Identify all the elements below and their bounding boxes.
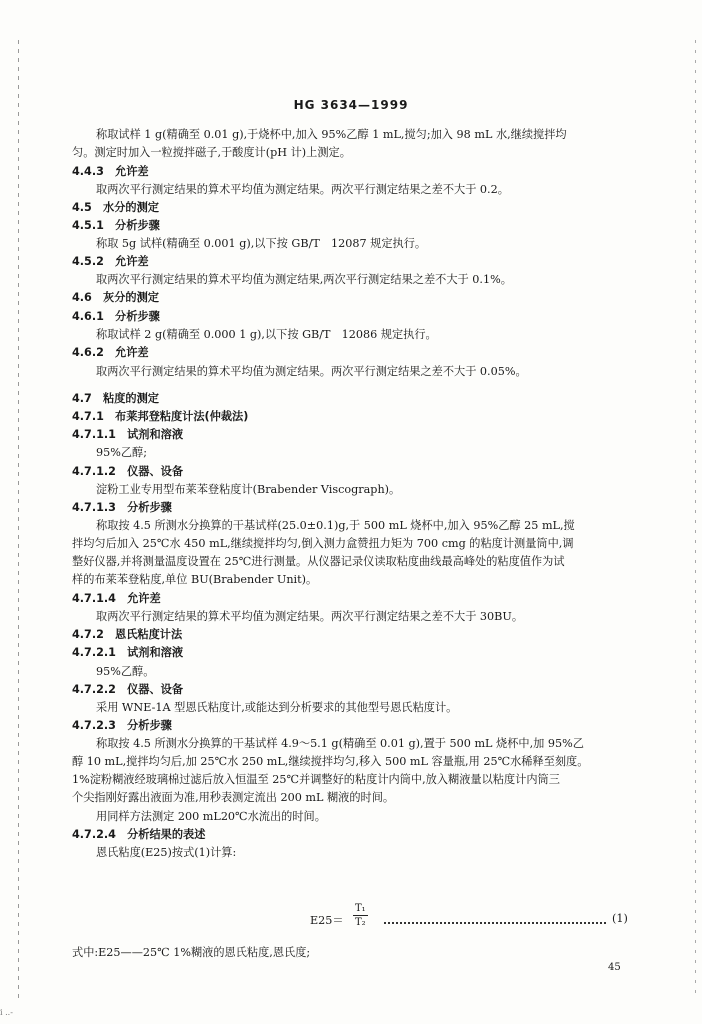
section-heading: 4.7.2.2 仪器、设备 (72, 683, 184, 696)
right-margin-dashed-line (695, 40, 696, 1000)
section-heading: 4.7.2 恩氏粘度计法 (72, 628, 183, 641)
section-heading: 4.7.2.1 试剂和溶液 (72, 646, 184, 659)
paragraph-line: 拌均匀后加入 25℃水 450 mL,继续搅拌均匀,倒入测力盒赞扭力矩为 700 cmg 的粘度计测量筒中,调 (72, 537, 574, 550)
formula-1 (72, 902, 632, 938)
section-heading: 4.5 水分的测定 (72, 201, 159, 214)
section-heading: 4.6 灰分的测定 (72, 291, 159, 304)
section-heading: 4.7.2.4 分析结果的表述 (72, 828, 206, 841)
paragraph-line: 恩氏粘度(E25)按式(1)计算: (96, 846, 237, 859)
section-heading: 4.5.1 分析步骤 (72, 219, 160, 232)
paragraph-line: 称取按 4.5 所测水分换算的干基试样 4.9～5.1 g(精确至 0.01 g),置于 500 mL 烧杯中,加 95%乙 (96, 737, 584, 750)
section-heading: 4.6.1 分析步骤 (72, 310, 160, 323)
paragraph-line: 取两次平行测定结果的算术平均值为测定结果。两次平行测定结果之差不大于 0.05%。 (96, 365, 527, 378)
section-heading: 4.7.1.2 仪器、设备 (72, 465, 184, 478)
formula-numerator: T₁ (355, 903, 366, 914)
page-header: HG 3634—1999 (293, 98, 409, 112)
paragraph-line: 95%乙醇。 (96, 665, 155, 678)
paragraph-line: 取两次平行测定结果的算术平均值为测定结果。两次平行测定结果之差不大于 30BU。 (96, 610, 524, 623)
formula-denominator: T₂ (355, 917, 366, 928)
page-number: 45 (608, 962, 621, 973)
formula-fraction (353, 902, 368, 929)
paragraph-line: 95%乙醇; (96, 446, 148, 459)
paragraph-line: 用同样方法测定 200 mL20℃水流出的时间。 (96, 810, 326, 823)
formula-lhs: E25＝ (310, 914, 344, 927)
paragraph-line: 整好仪器,并将测量温度设置在 25℃进行测量。从仪器记录仪读取粘度曲线最高峰处的粘度值作为试 (72, 555, 565, 568)
paragraph-line: 个尖指刚好露出液面为准,用秒表测定流出 200 mL 糊液的时间。 (72, 791, 395, 804)
formula-explanation: 式中:E25——25℃ 1%糊液的恩氏粘度,恩氏度; (72, 946, 311, 959)
formula-number: (1) (612, 912, 628, 925)
paragraph-line: 称取试样 2 g(精确至 0.000 1 g),以下按 GB/T 12086 规定执行。 (96, 328, 437, 341)
section-heading: 4.7.1.4 允许差 (72, 592, 161, 605)
paragraph-line: 称取按 4.5 所测水分换算的干基试样(25.0±0.1)g,于 500 mL 烧杯中,加入 95%乙醇 25 mL,搅 (96, 519, 575, 532)
paragraph-line: 取两次平行测定结果的算术平均值为测定结果。两次平行测定结果之差不大于 0.2。 (96, 183, 509, 196)
paragraph-line: 采用 WNE-1A 型恩氏粘度计,或能达到分析要求的其他型号恩氏粘度计。 (96, 701, 458, 714)
section-heading: 4.5.2 允许差 (72, 255, 149, 268)
section-heading: 4.4.3 允许差 (72, 165, 149, 178)
paragraph-line: 称取试样 1 g(精确至 0.01 g),于烧杯中,加入 95%乙醇 1 mL,搅匀;加入 98 mL 水,继续搅拌均 (96, 128, 567, 141)
paragraph-line: 称取 5g 试样(精确至 0.001 g),以下按 GB/T 12087 规定执行。 (96, 237, 427, 250)
section-heading: 4.7.1.3 分析步骤 (72, 501, 172, 514)
section-heading: 4.7.1 布莱邦登粘度计法(仲裁法) (72, 410, 249, 423)
formula-leader-dots (384, 914, 606, 924)
paragraph-line: 取两次平行测定结果的算术平均值为测定结果,两次平行测定结果之差不大于 0.1%。 (96, 273, 512, 286)
paragraph-line: 匀。测定时加入一粒搅拌磁子,于酸度计(pH 计)上测定。 (72, 146, 351, 159)
left-margin-dashed-line (18, 40, 19, 1000)
bottom-scan-fragment: i ..- (0, 1008, 13, 1017)
paragraph-line: 醇 10 mL,搅拌均匀后,加 25℃水 250 mL,继续搅拌均匀,移入 500 mL 容量瓶,用 25℃水稀释至刻度。 (72, 755, 589, 768)
section-heading: 4.6.2 允许差 (72, 346, 149, 359)
section-heading: 4.7.2.3 分析步骤 (72, 719, 172, 732)
section-heading: 4.7 粘度的测定 (72, 392, 159, 405)
paragraph-line: 样的布莱苯登粘度,单位 BU(Brabender Unit)。 (72, 573, 318, 586)
paragraph-line: 淀粉工业专用型布莱苯登粘度计(Brabender Viscograph)。 (96, 483, 401, 496)
paragraph-line: 1%淀粉糊液经玻璃棉过滤后放入恒温至 25℃并调整好的粘度计内筒中,放入糊液量以粘度计内筒三 (72, 773, 560, 786)
section-heading: 4.7.1.1 试剂和溶液 (72, 428, 184, 441)
